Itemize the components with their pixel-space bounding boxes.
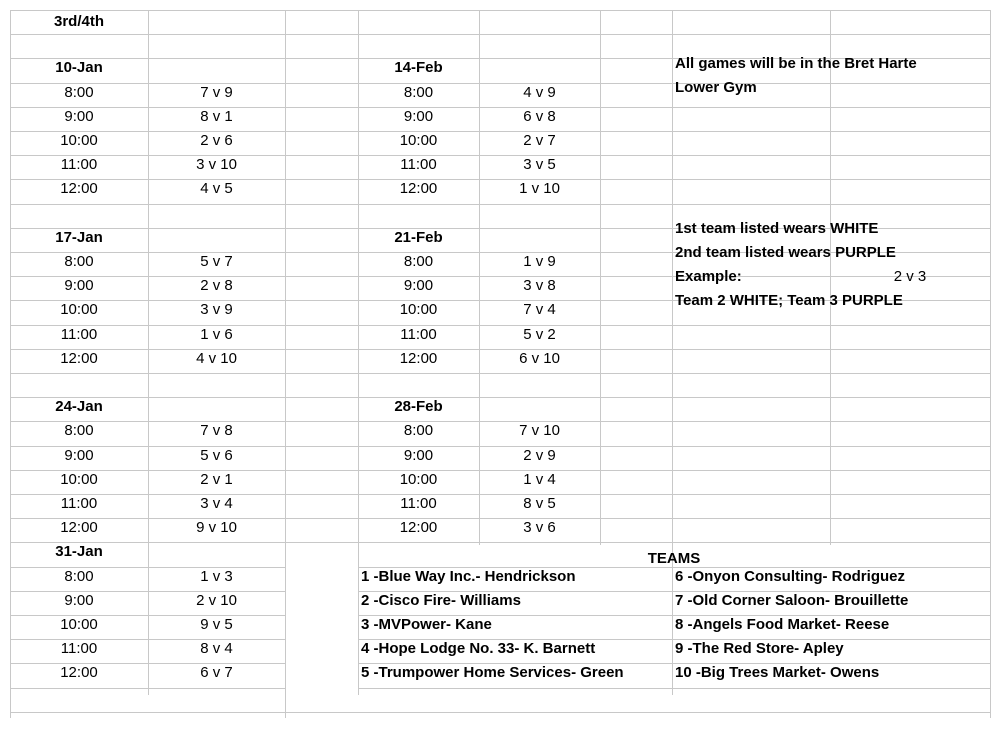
game-time: 12:00 bbox=[60, 519, 98, 537]
team-entry: 6 -Onyon Consulting- Rodriguez bbox=[675, 567, 905, 585]
week-date: 17-Jan bbox=[55, 228, 103, 246]
game-time: 10:00 bbox=[399, 301, 438, 319]
week-date: 28-Feb bbox=[394, 398, 443, 416]
game-matchup: 7 v 8 bbox=[200, 422, 233, 440]
color-note-white: 1st team listed wears WHITE bbox=[675, 220, 879, 237]
game-time: 8:00 bbox=[64, 422, 94, 440]
game-time: 11:00 bbox=[60, 156, 98, 174]
game-matchup: 2 v 10 bbox=[196, 591, 237, 609]
game-time: 11:00 bbox=[400, 325, 437, 343]
game-matchup: 2 v 8 bbox=[200, 277, 233, 295]
game-time: 12:00 bbox=[60, 349, 98, 367]
game-matchup: 8 v 5 bbox=[523, 495, 556, 512]
game-time: 11:00 bbox=[60, 640, 98, 658]
schedule-sheet bbox=[10, 10, 990, 718]
game-time: 11:00 bbox=[60, 325, 98, 343]
game-time: 10:00 bbox=[60, 470, 98, 488]
color-note-purple: 2nd team listed wears PURPLE bbox=[675, 244, 896, 261]
game-matchup: 4 v 5 bbox=[200, 180, 233, 198]
team-entry: 9 -The Red Store- Apley bbox=[675, 640, 844, 658]
game-time: 8:00 bbox=[64, 567, 94, 585]
game-time: 10:00 bbox=[60, 301, 98, 319]
teams-title: TEAMS bbox=[647, 550, 701, 567]
game-time: 10:00 bbox=[60, 616, 98, 633]
location-note-line2: Lower Gym bbox=[675, 79, 757, 96]
game-matchup: 9 v 5 bbox=[200, 616, 233, 633]
game-matchup: 3 v 5 bbox=[523, 156, 556, 174]
game-time: 12:00 bbox=[60, 664, 98, 682]
game-matchup: 3 v 10 bbox=[196, 156, 237, 174]
game-time: 9:00 bbox=[64, 591, 94, 609]
team-entry: 3 -MVPower- Kane bbox=[361, 616, 492, 633]
game-time: 9:00 bbox=[403, 277, 434, 295]
game-time: 10:00 bbox=[399, 132, 438, 149]
week-date: 14-Feb bbox=[394, 59, 443, 77]
game-matchup: 1 v 10 bbox=[519, 180, 560, 198]
game-time: 10:00 bbox=[399, 470, 438, 488]
game-time: 9:00 bbox=[64, 277, 94, 295]
game-time: 8:00 bbox=[403, 83, 434, 101]
game-time: 9:00 bbox=[403, 107, 434, 125]
game-matchup: 1 v 3 bbox=[200, 567, 233, 585]
game-time: 11:00 bbox=[400, 495, 437, 512]
game-time: 11:00 bbox=[60, 495, 98, 512]
team-entry: 10 -Big Trees Market- Owens bbox=[675, 664, 880, 682]
game-time: 9:00 bbox=[64, 446, 94, 464]
week-date: 31-Jan bbox=[55, 543, 103, 561]
team-entry: 5 -Trumpower Home Services- Green bbox=[361, 664, 624, 682]
week-date: 24-Jan bbox=[55, 398, 103, 416]
game-matchup: 7 v 9 bbox=[200, 83, 233, 101]
game-time: 11:00 bbox=[400, 156, 437, 174]
team-entry: 4 -Hope Lodge No. 33- K. Barnett bbox=[361, 640, 596, 658]
game-matchup: 1 v 6 bbox=[200, 325, 233, 343]
game-matchup: 6 v 10 bbox=[519, 349, 560, 367]
game-matchup: 6 v 7 bbox=[200, 664, 233, 682]
game-matchup: 1 v 9 bbox=[523, 253, 556, 270]
game-time: 8:00 bbox=[64, 83, 94, 101]
game-time: 8:00 bbox=[64, 253, 94, 270]
week-date: 21-Feb bbox=[394, 228, 443, 246]
game-matchup: 2 v 1 bbox=[200, 470, 233, 488]
game-time: 12:00 bbox=[60, 180, 98, 198]
example-label: Example: bbox=[675, 268, 742, 285]
game-matchup: 8 v 4 bbox=[200, 640, 233, 658]
game-matchup: 3 v 9 bbox=[200, 301, 233, 319]
team-entry: 2 -Cisco Fire- Williams bbox=[361, 591, 521, 609]
game-matchup: 5 v 2 bbox=[523, 325, 556, 343]
division-header: 3rd/4th bbox=[53, 13, 104, 30]
example-value: 2 v 3 bbox=[893, 268, 927, 285]
game-time: 8:00 bbox=[403, 253, 434, 270]
game-matchup: 1 v 4 bbox=[523, 470, 556, 488]
game-time: 10:00 bbox=[60, 132, 98, 149]
game-matchup: 2 v 6 bbox=[200, 132, 233, 149]
team-entry: 8 -Angels Food Market- Reese bbox=[675, 616, 890, 633]
game-matchup: 3 v 8 bbox=[523, 277, 556, 295]
game-time: 9:00 bbox=[64, 107, 94, 125]
game-matchup: 8 v 1 bbox=[200, 107, 233, 125]
game-time: 12:00 bbox=[399, 349, 438, 367]
game-time: 9:00 bbox=[403, 446, 434, 464]
game-matchup: 7 v 10 bbox=[519, 422, 560, 440]
game-matchup: 4 v 10 bbox=[196, 349, 237, 367]
game-matchup: 4 v 9 bbox=[523, 83, 556, 101]
game-matchup: 9 v 10 bbox=[196, 519, 237, 537]
week-date: 10-Jan bbox=[55, 59, 103, 77]
game-matchup: 7 v 4 bbox=[523, 301, 556, 319]
game-matchup: 3 v 6 bbox=[523, 519, 556, 537]
game-matchup: 2 v 7 bbox=[523, 132, 556, 149]
example-explanation: Team 2 WHITE; Team 3 PURPLE bbox=[675, 292, 903, 309]
game-time: 12:00 bbox=[399, 180, 438, 198]
game-matchup: 3 v 4 bbox=[200, 495, 233, 512]
game-matchup: 6 v 8 bbox=[523, 107, 556, 125]
game-matchup: 2 v 9 bbox=[523, 446, 556, 464]
game-time: 12:00 bbox=[399, 519, 438, 537]
team-entry: 7 -Old Corner Saloon- Brouillette bbox=[675, 591, 909, 609]
game-matchup: 5 v 6 bbox=[200, 446, 233, 464]
team-entry: 1 -Blue Way Inc.- Hendrickson bbox=[361, 567, 576, 585]
location-note-line1: All games will be in the Bret Harte bbox=[675, 55, 917, 72]
game-time: 8:00 bbox=[403, 422, 434, 440]
game-matchup: 5 v 7 bbox=[200, 253, 233, 270]
